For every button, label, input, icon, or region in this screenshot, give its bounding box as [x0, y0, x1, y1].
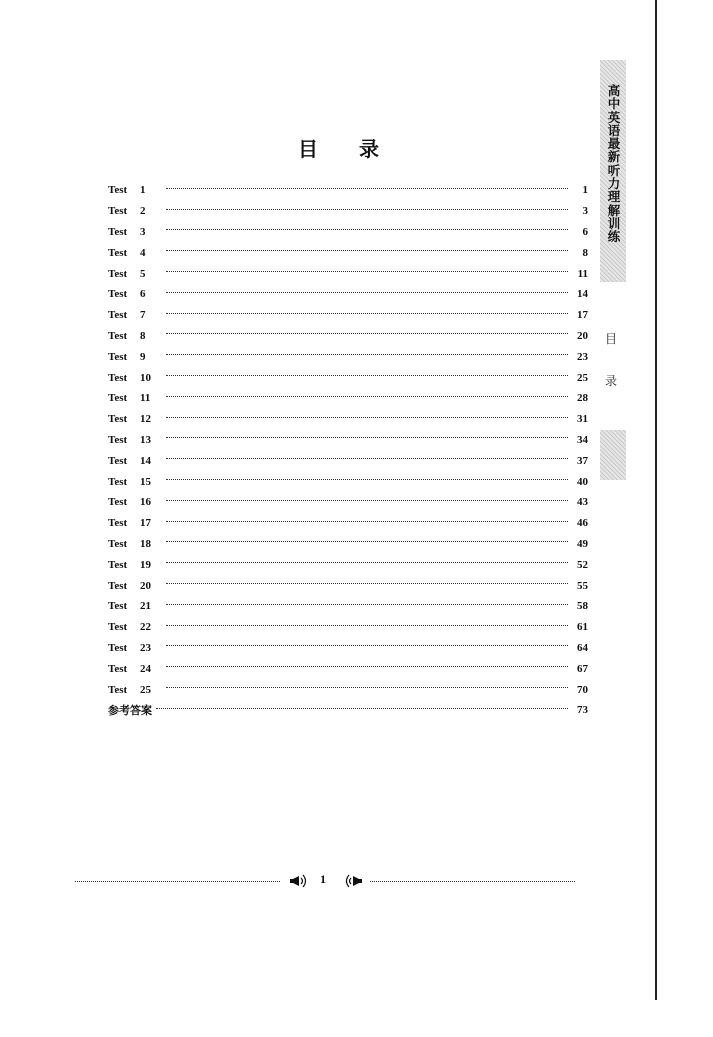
toc-entry-number: 21 [140, 600, 151, 613]
toc-entry-label [108, 455, 162, 467]
toc-entry-page: 17 [577, 309, 588, 322]
toc-entry-test-word: Test [108, 621, 128, 634]
toc-entry-number: 10 [140, 371, 151, 384]
toc-entry-label [108, 559, 162, 571]
toc-entry [108, 450, 588, 471]
toc-entry [108, 700, 588, 721]
title-char-lu: 录 [359, 137, 379, 161]
side-mark-mu: 目 [605, 332, 618, 346]
toc-entry-test-word: Test [108, 267, 128, 280]
toc-entry-test-word: Test [108, 413, 128, 426]
toc-entry-page: 40 [577, 475, 588, 488]
toc-entry-page: 55 [577, 579, 588, 592]
toc-entry [108, 305, 588, 326]
toc-entry [108, 534, 588, 555]
toc-entry-test-word: Test [108, 683, 128, 696]
footer-rule-left [75, 881, 280, 882]
toc-entry-label [108, 496, 162, 508]
toc-entry [108, 346, 588, 367]
toc-entry-page: 23 [577, 350, 588, 363]
toc-entry [108, 284, 588, 305]
toc-entry-test-word: Test [108, 205, 128, 218]
toc-entry [108, 222, 588, 243]
toc-entry-page: 70 [577, 683, 588, 696]
toc-entry-page: 61 [577, 621, 588, 634]
toc-entry-test-word: Test [108, 662, 128, 675]
toc-entry-label [108, 413, 162, 425]
page-footer [75, 870, 575, 890]
toc-entry [108, 367, 588, 388]
toc-entry-number: 7 [140, 309, 146, 322]
toc-entry [108, 242, 588, 263]
toc-leader-dots [166, 458, 568, 459]
toc-entry [108, 430, 588, 451]
toc-entry-number: 12 [140, 413, 151, 426]
toc-entry-number: 4 [140, 246, 146, 259]
toc-entry [108, 679, 588, 700]
toc-entry-label [108, 184, 162, 196]
toc-entry-test-word: Test [108, 329, 128, 342]
toc-entry-page: 46 [577, 517, 588, 530]
toc-entry-number: 14 [140, 454, 151, 467]
toc-leader-dots [166, 562, 568, 563]
toc-entry [108, 180, 588, 201]
toc-leader-dots [166, 500, 568, 501]
toc-leader-dots [166, 271, 568, 272]
toc-entry-page: 14 [577, 288, 588, 301]
toc-entry-number: 22 [140, 621, 151, 634]
toc-entry-label [108, 476, 162, 488]
page-number: 1 [320, 872, 326, 886]
toc-leader-dots [166, 188, 568, 189]
toc-entry-label [108, 684, 162, 696]
toc-entry-test-word: Test [108, 558, 128, 571]
toc-entry-label [108, 663, 162, 675]
toc-entry-label [108, 268, 162, 280]
toc-entry [108, 201, 588, 222]
page-edge-rule [655, 0, 657, 1000]
toc-leader-dots [166, 375, 568, 376]
toc-entry-page: 67 [577, 662, 588, 675]
toc-leader-dots [166, 666, 568, 667]
toc-entry-page: 64 [577, 641, 588, 654]
toc-leader-dots [166, 437, 568, 438]
toc-entry-test-word: Test [108, 454, 128, 467]
toc-entry-number: 23 [140, 641, 151, 654]
toc-entry-test-word: Test [108, 600, 128, 613]
toc-leader-dots [166, 250, 568, 251]
toc-entry-label [108, 600, 162, 612]
toc-entry-label [108, 580, 162, 592]
toc-entry-label [108, 538, 162, 550]
toc-leader-dots [166, 604, 568, 605]
toc-leader-dots [156, 708, 568, 709]
side-mark-lu: 录 [605, 374, 618, 388]
speaker-icon [343, 873, 365, 889]
toc-entry-label [108, 517, 162, 529]
toc-entry-number: 8 [140, 329, 146, 342]
toc-entry [108, 617, 588, 638]
toc-leader-dots [166, 687, 568, 688]
toc-entry-page: 34 [577, 433, 588, 446]
toc-entry [108, 326, 588, 347]
toc-entry-test-word: Test [108, 517, 128, 530]
toc-entry-page: 43 [577, 496, 588, 509]
toc-entry [108, 471, 588, 492]
toc-entry-label: 参考答案 [108, 704, 152, 718]
toc-entry-label [108, 642, 162, 654]
toc-entry-label [108, 621, 162, 633]
side-book-title: 高 中 英 语 最 新 听 力 理 解 训 练 [607, 83, 621, 245]
toc-entry-label [108, 392, 162, 404]
toc-leader-dots [166, 521, 568, 522]
toc-entry-label [108, 309, 162, 321]
toc-entry-number: 2 [140, 205, 146, 218]
toc-entry-label [108, 330, 162, 342]
toc-entry-number: 17 [140, 517, 151, 530]
toc-leader-dots [166, 479, 568, 480]
toc-leader-dots [166, 583, 568, 584]
toc-entry-number: 24 [140, 662, 151, 675]
toc-entry-number: 13 [140, 433, 151, 446]
toc-entry-test-word: Test [108, 641, 128, 654]
toc-entry-number: 15 [140, 475, 151, 488]
toc-entry-page: 11 [577, 267, 588, 280]
toc-entry-number: 20 [140, 579, 151, 592]
toc-entry-page: 28 [577, 392, 588, 405]
toc-leader-dots [166, 625, 568, 626]
toc-entry [108, 554, 588, 575]
toc-entry [108, 658, 588, 679]
toc-entry [108, 263, 588, 284]
toc-leader-dots [166, 333, 568, 334]
toc-entry-test-word: Test [108, 309, 128, 322]
title-char-mu: 目 [298, 137, 318, 161]
toc-entry [108, 575, 588, 596]
toc-entry-label [108, 247, 162, 259]
toc-entry-number: 11 [140, 392, 151, 405]
toc-entry [108, 513, 588, 534]
toc-entry-page: 3 [582, 205, 588, 218]
toc-leader-dots [166, 229, 568, 230]
toc-entry-test-word: Test [108, 350, 128, 363]
toc-entry-test-word: Test [108, 433, 128, 446]
toc-entry-test-word: Test [108, 475, 128, 488]
toc-leader-dots [166, 209, 568, 210]
toc-entry-label [108, 288, 162, 300]
footer-rule-right [370, 881, 575, 882]
toc-leader-dots [166, 292, 568, 293]
toc-entry-number: 19 [140, 558, 151, 571]
toc-entry-page: 37 [577, 454, 588, 467]
toc-leader-dots [166, 354, 568, 355]
toc-entry-test-word: Test [108, 225, 128, 238]
toc-entry-page: 1 [582, 184, 588, 197]
toc-entry-test-word: Test [108, 537, 128, 550]
toc-entry-test-word: Test [108, 371, 128, 384]
toc-entry-page: 20 [577, 329, 588, 342]
toc-entry-number: 1 [140, 184, 146, 197]
toc-entry [108, 638, 588, 659]
toc-entry-test-word: Test [108, 579, 128, 592]
toc-entry-test-word: Test [108, 184, 128, 197]
toc-entry-page: 8 [582, 246, 588, 259]
toc-leader-dots [166, 645, 568, 646]
toc-leader-dots [166, 417, 568, 418]
toc-entry-number: 3 [140, 225, 146, 238]
toc-entry-page: 58 [577, 600, 588, 613]
toc-entry-label [108, 372, 162, 384]
toc-leader-dots [166, 541, 568, 542]
toc-entry-test-word: Test [108, 392, 128, 405]
toc-entry-number: 9 [140, 350, 146, 363]
toc-entry-number: 16 [140, 496, 151, 509]
toc-entry-label [108, 226, 162, 238]
toc-leader-dots [166, 396, 568, 397]
toc-entry-test-word: Test [108, 246, 128, 259]
toc-entry-page: 31 [577, 413, 588, 426]
toc-entry-page: 6 [582, 225, 588, 238]
toc-entry-label [108, 205, 162, 217]
speaker-icon [287, 873, 309, 889]
toc-entry-page: 49 [577, 537, 588, 550]
toc-entry [108, 596, 588, 617]
toc-entry [108, 492, 588, 513]
toc-entry-number: 6 [140, 288, 146, 301]
toc-entry-page: 73 [577, 704, 588, 717]
toc-leader-dots [166, 313, 568, 314]
side-tab-marker [600, 430, 626, 480]
toc-entry-test-word: Test [108, 496, 128, 509]
toc-entry-page: 25 [577, 371, 588, 384]
toc-entry-test-word: Test [108, 288, 128, 301]
toc-entry-label [108, 434, 162, 446]
table-of-contents [108, 180, 588, 721]
toc-entry-label [108, 351, 162, 363]
toc-entry-number: 25 [140, 683, 151, 696]
toc-entry-page: 52 [577, 558, 588, 571]
toc-entry-number: 18 [140, 537, 151, 550]
toc-entry [108, 409, 588, 430]
toc-entry [108, 388, 588, 409]
toc-entry-number: 5 [140, 267, 146, 280]
